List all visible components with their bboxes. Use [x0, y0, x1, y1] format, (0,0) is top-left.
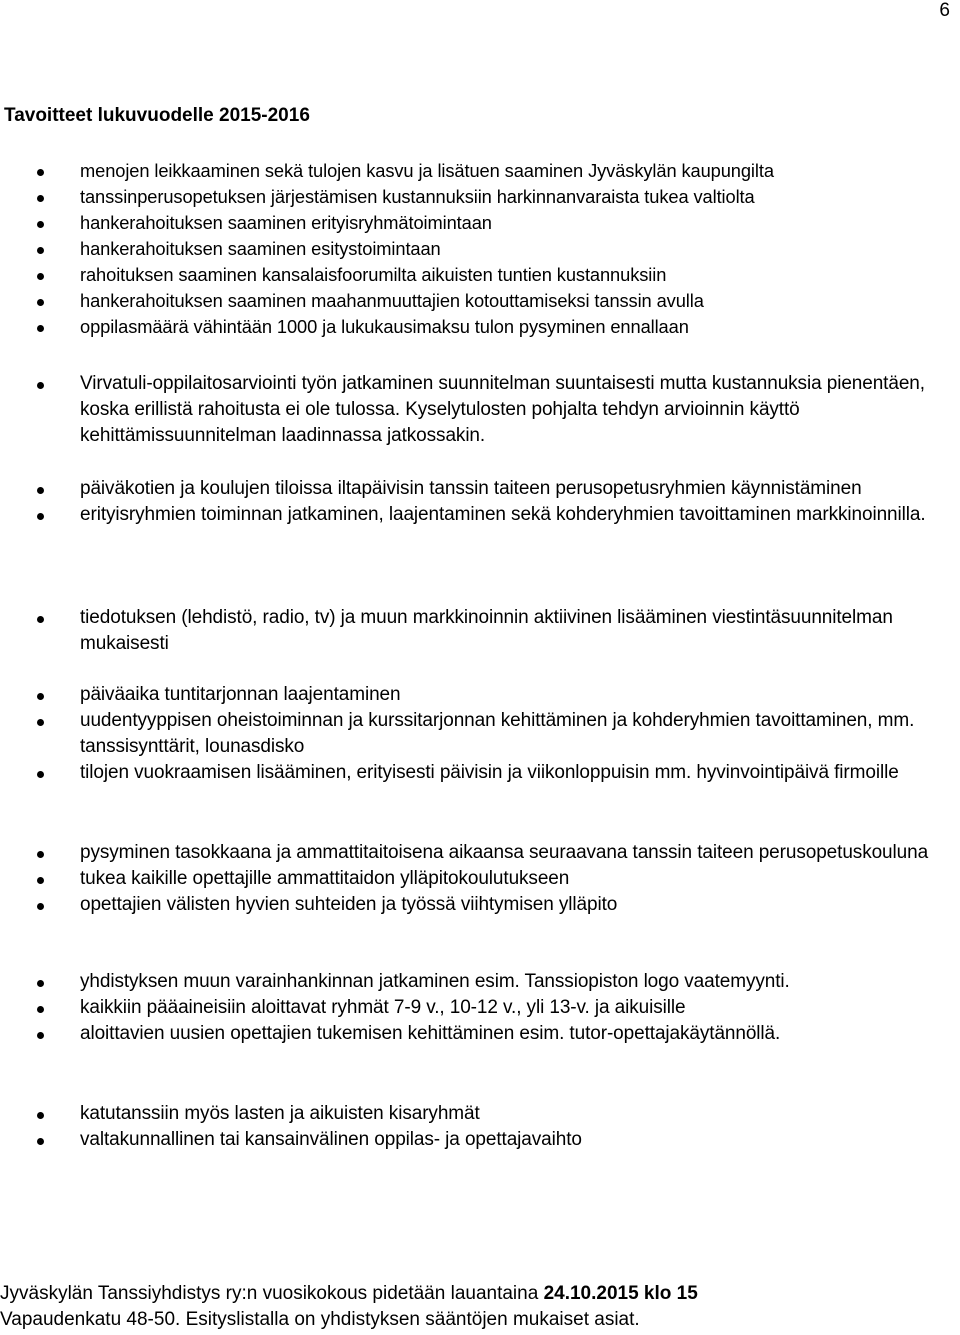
list-item: tukea kaikille opettajille ammattitaidon ylläpitokoulutukseen — [0, 866, 960, 892]
bullet-icon — [37, 693, 44, 700]
bullet-icon — [37, 903, 44, 910]
list-item: menojen leikkaaminen sekä tulojen kasvu ja lisätuen saaminen Jyväskylän kaupungilta — [0, 158, 960, 184]
bullet-icon — [37, 221, 44, 228]
bullet-icon — [37, 487, 44, 494]
meeting-notice — [0, 1281, 698, 1333]
list-item: hankerahoituksen saaminen esitystoimintaan — [0, 236, 960, 262]
page-number: 6 — [939, 0, 950, 21]
list-item: hankerahoituksen saaminen erityisryhmätoimintaan — [0, 210, 960, 236]
bullet-icon — [37, 719, 44, 726]
list-item: Virvatuli-oppilaitosarviointi työn jatkaminen suunnitelman suuntaisesti mutta kustannuksia pienentäen, koska erillistä rahoitusta ei ole tulossa. Kyselytulosten pohjalta tehdyn arvioinnin käyttö kehittämissuunnitelman laadinnassa jatkossakin. — [0, 371, 960, 449]
list-item: tanssinperusopetuksen järjestämisen kustannuksiin harkinnanvaraista tukea valtiolta — [0, 184, 960, 210]
meeting-notice-line-1: Jyväskylän Tanssiyhdistys ry:n vuosikokous pidetään lauantaina 24.10.2015 klo 15 — [0, 1283, 698, 1304]
bullet-icon — [37, 382, 44, 389]
meeting-date: 24.10.2015 klo 15 — [543, 1283, 698, 1304]
list-item: yhdistyksen muun varainhankinnan jatkaminen esim. Tanssiopiston logo vaatemyynti. — [0, 969, 960, 995]
bullet-icon — [37, 1006, 44, 1013]
list-item: pysyminen tasokkaana ja ammattitaitoisena aikaansa seuraavana tanssin taiteen perusopetuskouluna — [0, 840, 960, 866]
list-item: päiväkotien ja koulujen tiloissa iltapäivisin tanssin taiteen perusopetusryhmien käynnistäminen — [0, 476, 960, 502]
list-item: valtakunnallinen tai kansainvälinen oppilas- ja opettajavaihto — [0, 1127, 960, 1153]
bullet-icon — [37, 325, 44, 332]
goal-list-evaluation — [0, 371, 960, 449]
list-item: kaikkiin pääaineisiin aloittavat ryhmät 7-9 v., 10-12 v., yli 13-v. ja aikuisille — [0, 995, 960, 1021]
bullet-icon — [37, 513, 44, 520]
list-item: tiedotuksen (lehdistö, radio, tv) ja muun markkinoinnin aktiivinen lisääminen viestintäsuunnitelman mukaisesti — [0, 605, 960, 657]
goal-list-exchange — [0, 1101, 960, 1153]
list-item: aloittavien uusien opettajien tukemisen kehittäminen esim. tutor-opettajakäytännöllä. — [0, 1021, 960, 1047]
list-item: katutanssiin myös lasten ja aikuisten kisaryhmät — [0, 1101, 960, 1127]
bullet-icon — [37, 299, 44, 306]
bullet-icon — [37, 851, 44, 858]
list-item: tilojen vuokraamisen lisääminen, erityisesti päivisin ja viikonloppuisin mm. hyvinvointipäivä firmoille — [0, 760, 960, 786]
goal-list-groups — [0, 476, 960, 528]
goal-list-association — [0, 969, 960, 1047]
meeting-notice-line-2: Vapaudenkatu 48-50. Esityslistalla on yhdistyksen sääntöjen mukaiset asiat. — [0, 1309, 640, 1330]
list-item: rahoituksen saaminen kansalaisfoorumilta aikuisten tuntien kustannuksiin — [0, 262, 960, 288]
bullet-icon — [37, 771, 44, 778]
list-item: hankerahoituksen saaminen maahanmuuttajien kotouttamiseksi tanssin avulla — [0, 288, 960, 314]
bullet-icon — [37, 980, 44, 987]
section-heading: Tavoitteet lukuvuodelle 2015-2016 — [4, 105, 310, 126]
goal-list-marketing — [0, 605, 960, 657]
goal-list-offerings — [0, 682, 960, 786]
list-item: uudentyyppisen oheistoiminnan ja kurssitarjonnan kehittäminen ja kohderyhmien tavoittaminen, mm. tanssisynttärit, lounasdisko — [0, 708, 960, 760]
bullet-icon — [37, 195, 44, 202]
list-item: oppilasmäärä vähintään 1000 ja lukukausimaksu tulon pysyminen ennallaan — [0, 314, 960, 340]
bullet-icon — [37, 1138, 44, 1145]
bullet-icon — [37, 247, 44, 254]
list-item: päiväaika tuntitarjonnan laajentaminen — [0, 682, 960, 708]
goal-list-quality — [0, 840, 960, 918]
bullet-icon — [37, 273, 44, 280]
bullet-icon — [37, 169, 44, 176]
bullet-icon — [37, 1032, 44, 1039]
bullet-icon — [37, 616, 44, 623]
bullet-icon — [37, 1112, 44, 1119]
list-item: erityisryhmien toiminnan jatkaminen, laajentaminen sekä kohderyhmien tavoittaminen markkinoinnilla. — [0, 502, 960, 528]
goal-list-funding — [0, 158, 960, 340]
bullet-icon — [37, 877, 44, 884]
list-item: opettajien välisten hyvien suhteiden ja työssä viihtymisen ylläpito — [0, 892, 960, 918]
